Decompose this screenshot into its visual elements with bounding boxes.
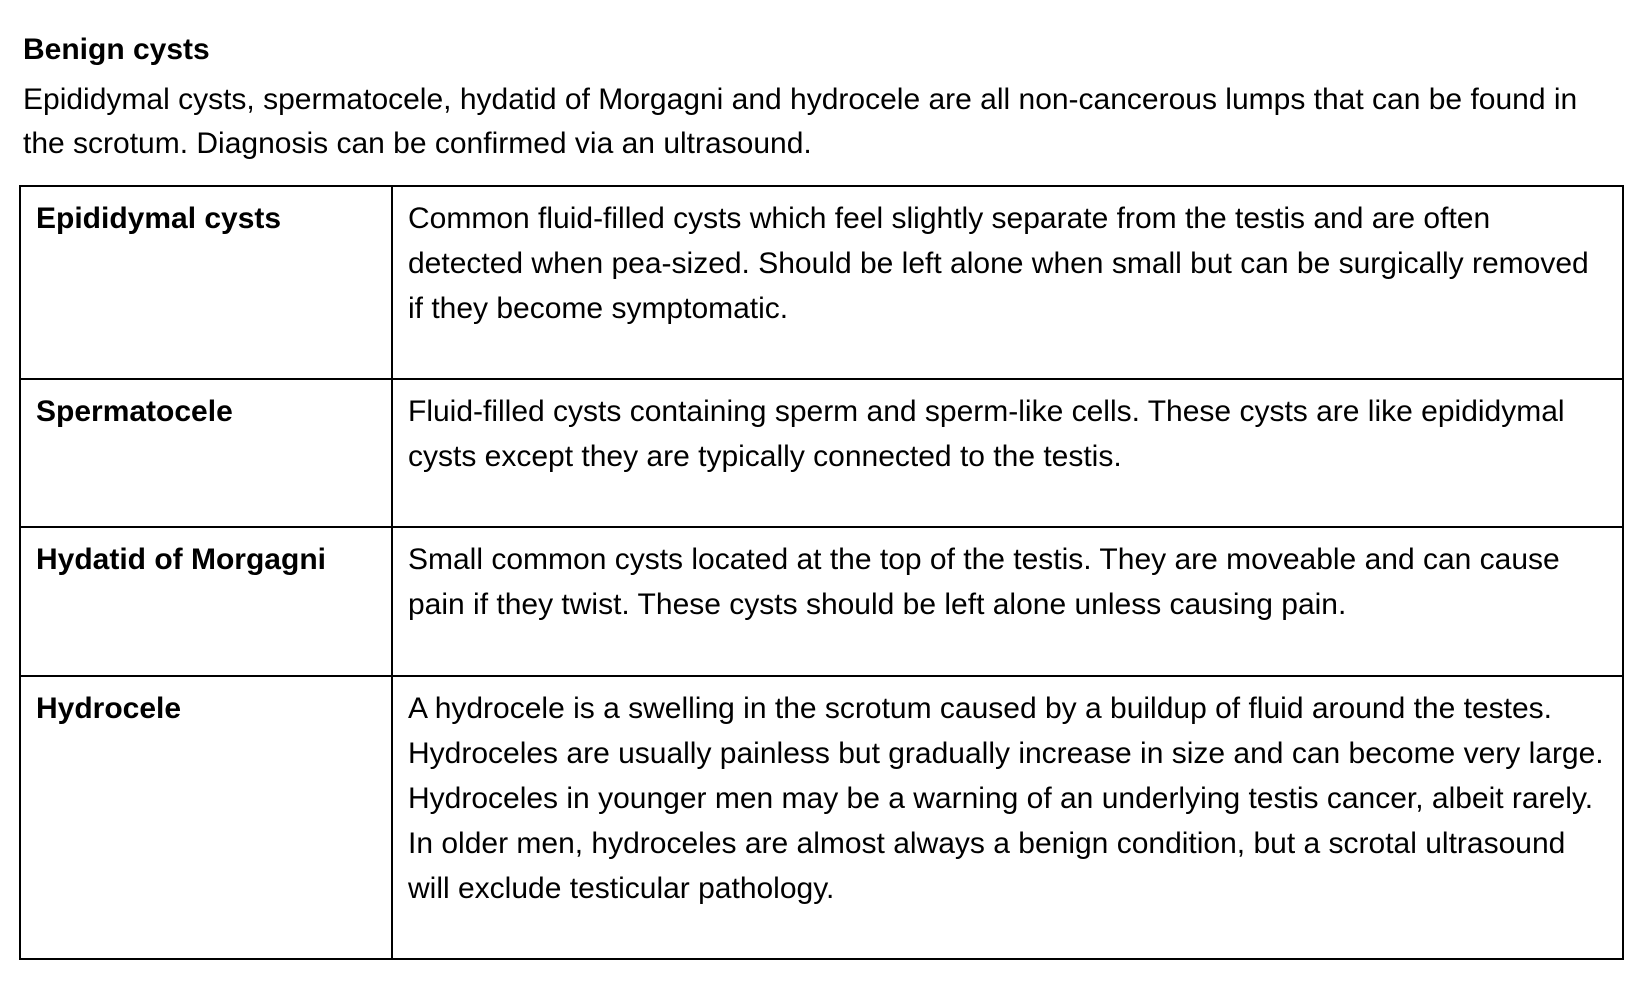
description-cell: Fluid-filled cysts containing sperm and sperm-like cells. These cysts are like epididymal cysts except they are typically connected to the testis. [392,379,1623,527]
table-row [20,676,1623,959]
term-cell: Hydatid of Morgagni [20,527,392,676]
table-row [20,379,1623,527]
table-row [20,186,1623,379]
description-cell: Small common cysts located at the top of the testis. They are moveable and can cause pain if they twist. These cysts should be left alone unless causing pain. [392,527,1623,676]
table-row [20,527,1623,676]
term-cell: Epididymal cysts [20,186,392,379]
section-heading: Benign cysts [23,33,210,66]
description-cell: A hydrocele is a swelling in the scrotum caused by a buildup of fluid around the testes. Hydroceles are usually painless but gradually increase in size and can become very large. Hydroceles in younger men may be a warning of an underlying testis cancer, albeit rarely. In older men, hydroceles are almost always a benign condition, but a scrotal ultrasound will exclude testicular pathology. [392,676,1623,959]
term-cell: Hydrocele [20,676,392,959]
cyst-types-table [19,185,1624,960]
term-cell: Spermatocele [20,379,392,527]
description-cell: Common fluid-filled cysts which feel slightly separate from the testis and are often detected when pea-sized. Should be left alone when small but can be surgically removed if they become symptomatic. [392,186,1623,379]
intro-paragraph: Epididymal cysts, spermatocele, hydatid of Morgagni and hydrocele are all non-cancerous lumps that can be found in the scrotum. Diagnosis can be confirmed via an ultrasound. [23,83,1578,160]
